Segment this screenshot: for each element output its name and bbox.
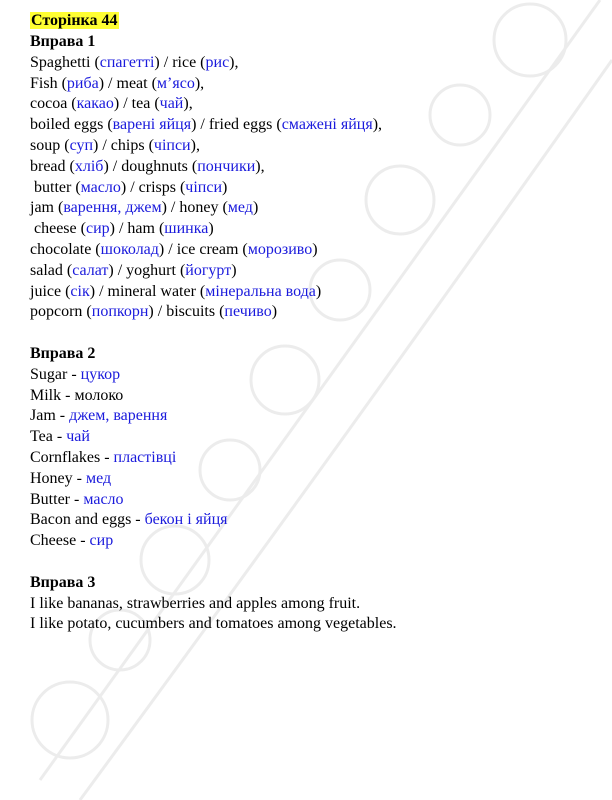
english-text: cheese (: [30, 220, 86, 238]
ukrainian-translation: смажені яйця: [281, 116, 373, 134]
ukrainian-translation: хліб: [74, 157, 104, 175]
ukrainian-translation: риба: [66, 74, 99, 92]
exercise-2-heading: Вправа 2: [30, 344, 96, 362]
page-title: [30, 10, 590, 32]
ukrainian-translation: чіпси: [185, 178, 223, 196]
english-text: ),: [255, 157, 265, 175]
answer-line: [30, 448, 590, 469]
ukrainian-translation: мед: [227, 199, 253, 217]
answer-line: [30, 261, 590, 282]
ukrainian-translation: джем, варення: [69, 407, 168, 425]
english-text: ),: [229, 53, 239, 71]
ukrainian-translation: сік: [70, 282, 90, 300]
english-text: ),: [194, 74, 205, 92]
english-text: salad (: [30, 261, 73, 279]
english-text: ) / ham (: [109, 220, 165, 238]
english-text: popcorn (: [30, 303, 92, 321]
document-page: [30, 10, 590, 635]
ukrainian-translation: пончики: [197, 157, 256, 175]
english-text: ): [208, 220, 214, 238]
ukrainian-translation: печиво: [224, 303, 272, 321]
english-text: Tea -: [30, 428, 67, 446]
english-text: I like bananas, strawberries and apples among fruit.: [30, 594, 361, 612]
answer-line: [30, 157, 590, 178]
english-text: Jam -: [30, 407, 70, 425]
english-text: ) / doughnuts (: [103, 157, 198, 175]
english-text: soup (: [30, 136, 70, 154]
english-text: ): [315, 282, 322, 300]
ukrainian-translation: масло: [80, 178, 121, 196]
english-text: ): [252, 199, 259, 217]
ukrainian-translation: варені яйця: [112, 116, 192, 134]
english-text: ): [231, 261, 237, 279]
ukrainian-translation: попкорн: [91, 303, 149, 321]
ukrainian-translation: масло: [83, 490, 124, 508]
answer-line: [30, 178, 590, 199]
answer-line: [30, 614, 590, 635]
english-text: ),: [372, 116, 383, 134]
exercise-3-heading: Вправа 3: [30, 573, 96, 591]
english-text: ) / crisps (: [120, 178, 186, 196]
answer-line: [30, 115, 590, 136]
exercise-1-list: [30, 53, 590, 323]
english-text: ),: [183, 95, 193, 113]
page-title-text: Сторінка 44: [31, 12, 118, 29]
answer-line: [30, 490, 590, 511]
answer-line: [30, 365, 590, 386]
answer-line: [30, 74, 590, 95]
english-text: ): [271, 303, 278, 321]
english-text: Cornflakes -: [30, 448, 114, 466]
english-text: ) / fried eggs (: [191, 116, 282, 134]
english-text: ) / chips (: [93, 136, 154, 154]
exercise-2-list: [30, 365, 590, 552]
english-text: ) / rice (: [154, 53, 206, 71]
english-text: Sugar -: [30, 365, 81, 383]
ukrainian-translation: суп: [69, 136, 94, 154]
answer-line: [30, 94, 590, 115]
section-gap: [30, 323, 590, 344]
english-text: ) / yoghurt (: [108, 261, 186, 279]
english-text: ): [222, 178, 228, 196]
english-text: ) / meat (: [98, 74, 157, 92]
ukrainian-translation: какао: [76, 95, 114, 113]
ukrainian-translation: рис: [205, 53, 230, 71]
english-text: boiled eggs (: [30, 116, 113, 134]
english-text: ) / ice cream (: [158, 240, 248, 258]
ukrainian-translation: морозиво: [247, 240, 313, 258]
ukrainian-translation: варення, джем: [63, 199, 162, 217]
answer-line: [30, 531, 590, 552]
ukrainian-translation: шинка: [164, 220, 209, 238]
answer-line: [30, 594, 590, 615]
answer-line: [30, 219, 590, 240]
english-text: Spaghetti (: [30, 53, 100, 71]
english-text: ): [312, 240, 318, 258]
ukrainian-translation: чіпси: [153, 136, 191, 154]
answer-line: [30, 136, 590, 157]
english-text: Bacon and eggs -: [30, 511, 145, 529]
ukrainian-translation: мед: [85, 469, 112, 487]
ukrainian-translation: пластівці: [113, 448, 177, 466]
english-text: butter (: [30, 178, 81, 196]
english-text: ) / tea (: [113, 95, 160, 113]
english-text: ) / biscuits (: [148, 303, 225, 321]
english-text: jam (: [30, 199, 64, 217]
answer-line: [30, 53, 590, 74]
english-text: Honey -: [30, 469, 86, 487]
answer-line: [30, 386, 590, 407]
english-text: ) / honey (: [161, 199, 228, 217]
answer-line: [30, 510, 590, 531]
english-text: ),: [190, 136, 200, 154]
answer-line: [30, 427, 590, 448]
english-text: Cheese -: [30, 532, 90, 550]
ukrainian-translation: бекон і яйця: [144, 511, 228, 529]
answer-line: [30, 282, 590, 303]
english-text: I like potato, cucumbers and tomatoes among vegetables.: [30, 615, 397, 633]
english-text: ) / mineral water (: [89, 282, 206, 300]
section-gap: [30, 552, 590, 573]
answer-line: [30, 302, 590, 323]
answer-line: [30, 406, 590, 427]
answer-line: [30, 198, 590, 219]
english-text: cocoa (: [30, 95, 77, 113]
ukrainian-translation: чай: [159, 95, 184, 113]
ukrainian-translation: сир: [85, 220, 110, 238]
ukrainian-translation: сир: [89, 532, 114, 550]
ukrainian-translation: мінеральна вода: [205, 282, 316, 300]
exercise-1-heading: Вправа 1: [30, 33, 96, 50]
answer-line: [30, 240, 590, 261]
english-text: Fish (: [30, 74, 67, 92]
english-text: chocolate (: [30, 240, 101, 258]
ukrainian-translation: спагетті: [99, 53, 155, 71]
ukrainian-translation: цукор: [80, 365, 121, 383]
english-text: bread (: [30, 157, 75, 175]
english-text: Milk - молоко: [30, 386, 124, 404]
exercise-3-list: [30, 594, 590, 636]
ukrainian-translation: м’ясо: [156, 74, 195, 92]
english-text: Butter -: [30, 490, 84, 508]
ukrainian-translation: чай: [66, 428, 90, 446]
ukrainian-translation: салат: [72, 261, 109, 279]
english-text: juice (: [30, 282, 71, 300]
ukrainian-translation: йогурт: [185, 261, 232, 279]
ukrainian-translation: шоколад: [100, 240, 159, 258]
answer-line: [30, 469, 590, 490]
